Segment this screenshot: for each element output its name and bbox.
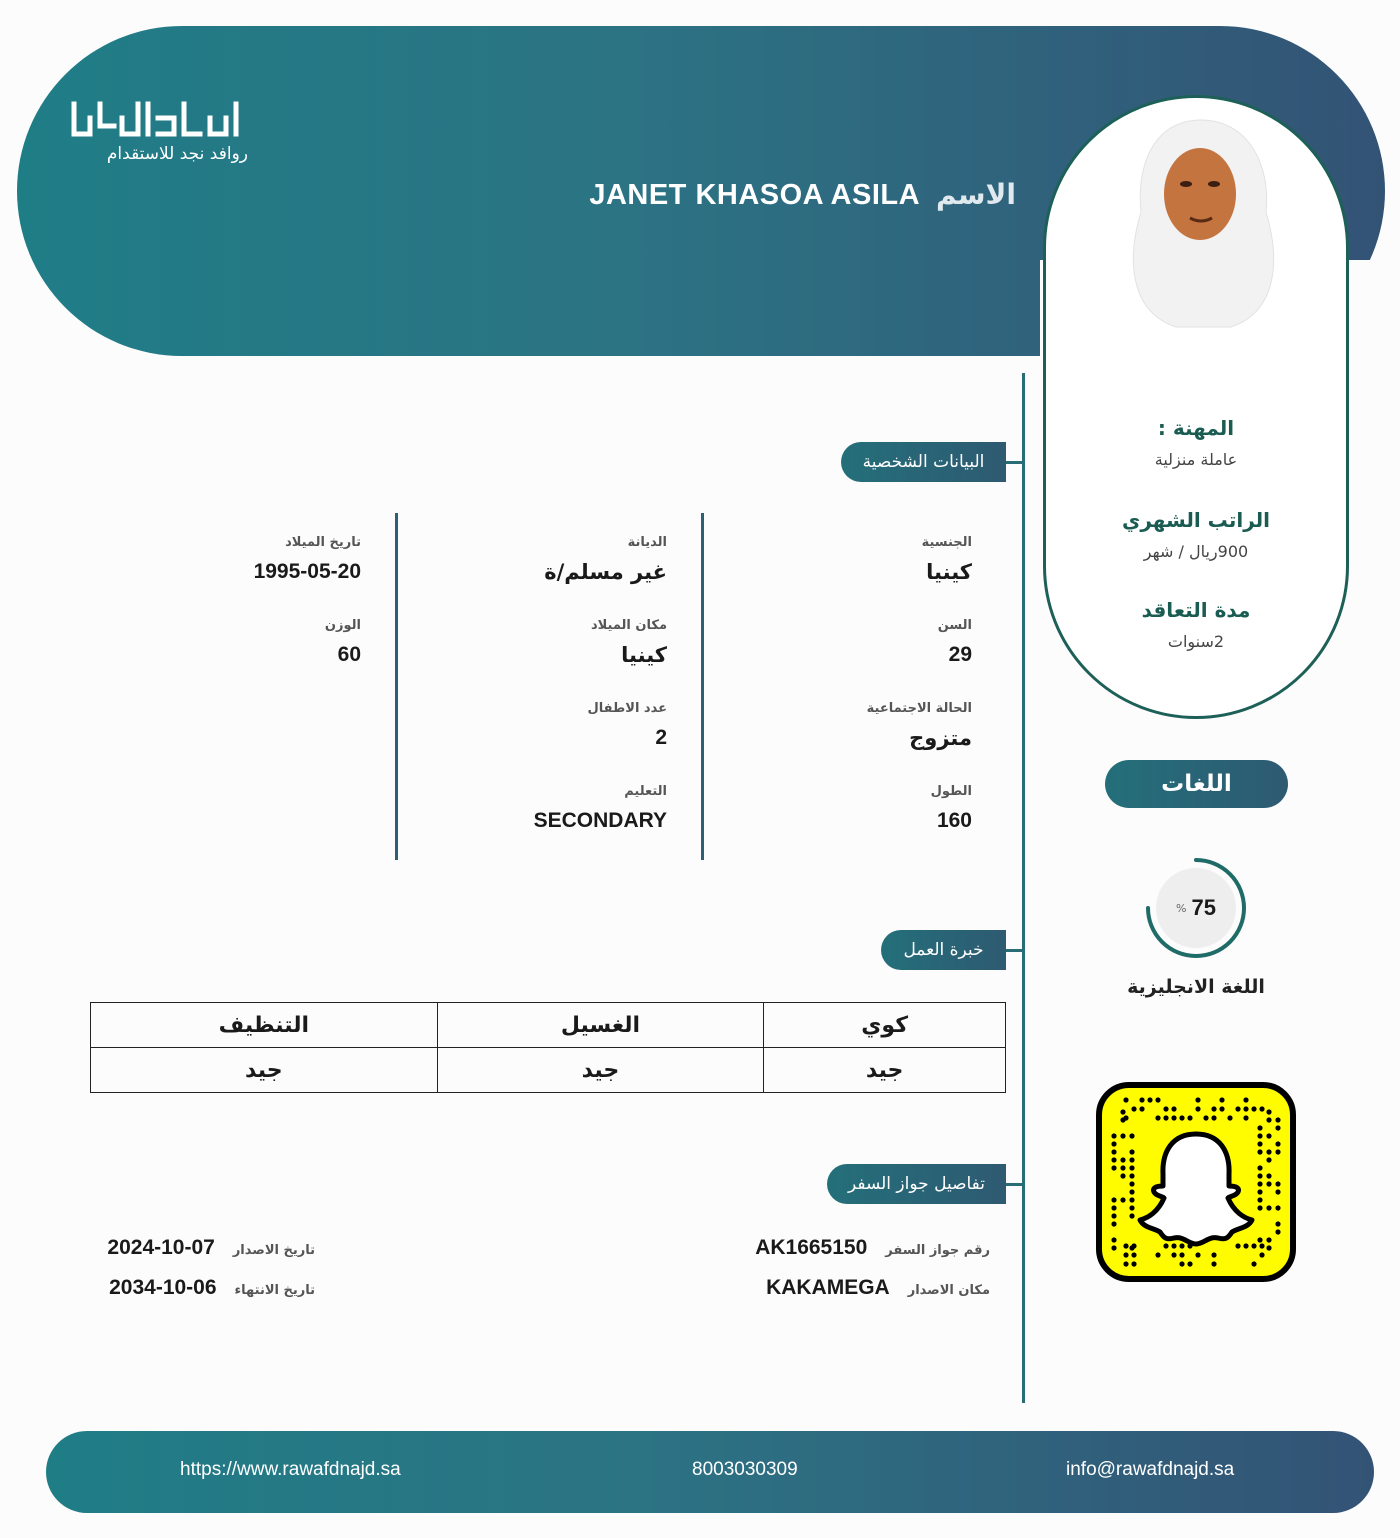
snapcode-dot [1275, 1221, 1280, 1226]
main-divider [1022, 373, 1025, 1403]
table-row [91, 1048, 1006, 1093]
section-passport-details: تفاصيل جواز السفر [827, 1164, 1006, 1204]
snapcode-dot [1179, 1243, 1184, 1248]
languages-title: اللغات [1105, 760, 1288, 808]
snapcode-dot [1266, 1237, 1271, 1242]
snapcode-dot [1129, 1173, 1134, 1178]
snapcode-dot [1211, 1261, 1216, 1266]
snapcode-dot [1275, 1205, 1280, 1210]
footer-email-link[interactable]: info@rawafdnajd.sa [1066, 1459, 1235, 1480]
skill-header-cleaning: التنظيف [91, 1003, 438, 1048]
snapcode-dot [1120, 1109, 1125, 1114]
employee-name-line [589, 178, 1016, 212]
language-percent: 75 [1191, 895, 1216, 920]
snapcode-dot [1131, 1261, 1136, 1266]
snapcode-dot [1129, 1189, 1134, 1194]
snapcode-dot [1111, 1165, 1116, 1170]
table-row [91, 1003, 1006, 1048]
snapcode-dot [1111, 1205, 1116, 1210]
field-height: الطول 160 [930, 784, 972, 832]
employee-name: JANET KHASOA ASILA [589, 179, 921, 211]
name-label: الاسم [936, 178, 1016, 211]
passport-number: AK1665150 رقم جواز السفر [755, 1236, 990, 1259]
snapcode-dot [1266, 1173, 1271, 1178]
snapcode-dot [1111, 1245, 1116, 1250]
snapcode-dot [1187, 1115, 1192, 1120]
snapcode-dot [1257, 1165, 1262, 1170]
snapcode-dot [1266, 1109, 1271, 1114]
snapcode-dot [1120, 1197, 1125, 1202]
snapcode-dot [1171, 1252, 1176, 1257]
snapcode-dot [1163, 1106, 1168, 1111]
snapcode-dot [1179, 1115, 1184, 1120]
snapcode-dot [1147, 1097, 1152, 1102]
snapcode-dot [1120, 1157, 1125, 1162]
passport-expiry-date: 2034-10-06 تاريخ الانتهاء [109, 1276, 315, 1299]
snapcode-dot [1266, 1181, 1271, 1186]
field-birthplace: مكان الميلاد كينيا [590, 618, 667, 667]
contract-value: 2سنوات [1167, 632, 1225, 651]
snapcode-dot [1120, 1173, 1125, 1178]
snapcode-dot [1111, 1157, 1116, 1162]
field-date-of-birth: تاريخ الميلاد 1995-05-20 [253, 535, 361, 583]
footer-bar [46, 1431, 1374, 1513]
snapcode-dot [1203, 1115, 1208, 1120]
field-religion: الديانة غير مسلم/ة [544, 535, 667, 584]
passport-issue-date: 2024-10-07 تاريخ الاصدار [107, 1236, 315, 1259]
snapcode-dot [1111, 1141, 1116, 1146]
snapcode-dot [1257, 1237, 1262, 1242]
snapcode-dot [1275, 1181, 1280, 1186]
snapcode-dot [1129, 1205, 1134, 1210]
snapcode-dot [1171, 1115, 1176, 1120]
snapcode-dot [1123, 1097, 1128, 1102]
snapcode-dot [1266, 1117, 1271, 1122]
snapcode-dot [1257, 1197, 1262, 1202]
section-work-experience: خبرة العمل [881, 930, 1006, 970]
snapcode-dot [1259, 1252, 1264, 1257]
snapcode-dot [1257, 1181, 1262, 1186]
snapcode-dot [1155, 1252, 1160, 1257]
snapcode-dot [1219, 1106, 1224, 1111]
language-name: اللغة الانجليزية [1127, 976, 1265, 998]
snapcode-dot [1211, 1106, 1216, 1111]
snapcode-dot [1219, 1097, 1224, 1102]
skill-header-ironing: كوي [764, 1003, 1006, 1048]
snapcode-dot [1259, 1106, 1264, 1111]
snapcode-dot [1111, 1213, 1116, 1218]
snapcode-dot [1163, 1243, 1168, 1248]
snapcode-dot [1123, 1243, 1128, 1248]
snapchat-qr-code[interactable] [1096, 1082, 1296, 1282]
snapcode-dot [1139, 1097, 1144, 1102]
profile-card [1043, 95, 1349, 719]
snapcode-dot [1257, 1125, 1262, 1130]
snapcode-dot [1251, 1261, 1256, 1266]
employee-photo [1116, 112, 1286, 332]
snapcode-dot [1211, 1115, 1216, 1120]
snapcode-dot [1243, 1243, 1248, 1248]
snapcode-dot [1195, 1252, 1200, 1257]
snapcode-dot [1275, 1117, 1280, 1122]
skill-level-ironing: جيد [764, 1048, 1006, 1093]
snapcode-dot [1120, 1133, 1125, 1138]
snapcode-dot [1155, 1097, 1160, 1102]
snapcode-dot [1123, 1261, 1128, 1266]
skill-level-washing: جيد [437, 1048, 764, 1093]
snapcode-dot [1243, 1097, 1248, 1102]
snapcode-dot [1275, 1149, 1280, 1154]
snapcode-dot [1171, 1243, 1176, 1248]
snapcode-dot [1111, 1197, 1116, 1202]
snapcode-dot [1266, 1149, 1271, 1154]
section-personal-data: البيانات الشخصية [841, 442, 1006, 482]
snapcode-dot [1243, 1115, 1248, 1120]
snapcode-dot [1227, 1115, 1232, 1120]
snapcode-dot [1195, 1097, 1200, 1102]
profession-value: عاملة منزلية [1154, 450, 1238, 469]
snapcode-dot [1171, 1106, 1176, 1111]
snapcode-dot [1266, 1205, 1271, 1210]
snapcode-dot [1155, 1115, 1160, 1120]
snapcode-dot [1257, 1133, 1262, 1138]
snapcode-dot [1243, 1106, 1248, 1111]
snapcode-dot [1129, 1149, 1134, 1154]
salary-value: 900ريال / شهر [1143, 542, 1249, 561]
logo-mark-icon [68, 96, 248, 142]
field-education: التعليم SECONDARY [533, 784, 667, 832]
company-logo [68, 96, 253, 164]
snapcode-dot [1179, 1252, 1184, 1257]
snapcode-dot [1251, 1106, 1256, 1111]
field-age: السن 29 [937, 618, 972, 666]
snapcode-dot [1257, 1141, 1262, 1146]
snapcode-dot [1111, 1133, 1116, 1138]
snapcode-dot [1257, 1173, 1262, 1178]
footer-phone[interactable]: 8003030309 [692, 1459, 798, 1480]
snapcode-dot [1266, 1245, 1271, 1250]
snapcode-dot [1179, 1261, 1184, 1266]
snapcode-dot [1139, 1106, 1144, 1111]
snapcode-dot [1163, 1115, 1168, 1120]
snapcode-dot [1275, 1125, 1280, 1130]
skill-header-washing: الغسيل [437, 1003, 764, 1048]
profession-label: المهنة : [1157, 416, 1235, 440]
snapcode-dot [1111, 1221, 1116, 1226]
snapcode-dot [1123, 1115, 1128, 1120]
snapcode-dot [1129, 1245, 1134, 1250]
snapcode-dot [1131, 1252, 1136, 1257]
snapcode-dot [1235, 1243, 1240, 1248]
snapcode-dot [1235, 1106, 1240, 1111]
snapcode-dot [1266, 1133, 1271, 1138]
snapcode-dot [1129, 1133, 1134, 1138]
snapcode-dot [1111, 1237, 1116, 1242]
snapcode-dot [1195, 1106, 1200, 1111]
snapcode-dot [1131, 1106, 1136, 1111]
gauge-value: % 75 [1176, 895, 1216, 920]
footer-website-link[interactable]: https://www.rawafdnajd.sa [180, 1459, 401, 1480]
snapcode-dot [1266, 1157, 1271, 1162]
snapcode-dot [1111, 1149, 1116, 1154]
snapcode-dot [1275, 1189, 1280, 1194]
snapcode-dot [1129, 1213, 1134, 1218]
contract-label: مدة التعاقد [1141, 598, 1251, 622]
snapcode-dot [1257, 1189, 1262, 1194]
field-children: عدد الاطفال 2 [587, 701, 667, 749]
snapcode-dot [1129, 1197, 1134, 1202]
snapcode-dot [1257, 1205, 1262, 1210]
snapcode-dot [1275, 1229, 1280, 1234]
skill-level-cleaning: جيد [91, 1048, 438, 1093]
skills-table [90, 1002, 1006, 1093]
snapcode-dot [1129, 1165, 1134, 1170]
snapcode-dot [1129, 1181, 1134, 1186]
field-weight: الوزن 60 [324, 618, 361, 666]
field-marital-status: الحالة الاجتماعية متزوج [866, 701, 972, 750]
passport-issue-place: KAKAMEGA مكان الاصدار [766, 1276, 990, 1299]
snapcode-dot [1123, 1252, 1128, 1257]
snapcode-dot [1259, 1243, 1264, 1248]
snapcode-dot [1275, 1141, 1280, 1146]
snapcode-dot [1257, 1149, 1262, 1154]
logo-subtitle: روافد نجد للاستقدام [106, 144, 248, 164]
snapcode-dot [1211, 1252, 1216, 1257]
snapcode-dot [1120, 1165, 1125, 1170]
snapcode-dot [1187, 1261, 1192, 1266]
snapcode-dot [1129, 1157, 1134, 1162]
salary-label: الراتب الشهري [1122, 508, 1270, 532]
snapcode-dot [1251, 1243, 1256, 1248]
field-nationality: الجنسية كينيا [921, 535, 972, 584]
